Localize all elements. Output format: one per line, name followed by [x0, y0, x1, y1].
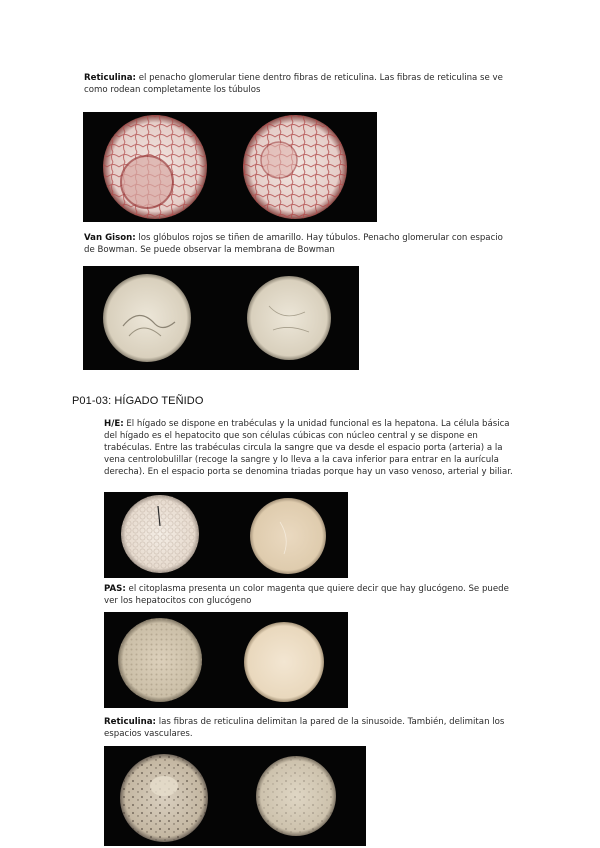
caption-label: H/E: — [104, 419, 124, 429]
caption-label: PAS: — [104, 584, 126, 594]
van-gieson-micrographs — [83, 266, 359, 370]
micrograph-field-2 — [250, 498, 326, 574]
reticulina-liver-caption — [104, 716, 518, 740]
reticulina-kidney-micrographs — [83, 112, 377, 222]
micrograph-field-2 — [247, 276, 331, 360]
pas-caption — [104, 583, 518, 607]
van-gieson-caption — [84, 232, 508, 256]
caption-text: las fibras de reticulina delimitan la pared de la sinusoide. También, delimitan los espacios vasculares. — [104, 717, 505, 739]
he-caption — [104, 418, 518, 478]
caption-text: el penacho glomerular tiene dentro fibras de reticulina. Las fibras de reticulina se ve como rodean completamente los túbulos — [84, 73, 503, 95]
reticulina-kidney-svg — [83, 112, 377, 222]
caption-text: El hígado se dispone en trabéculas y la unidad funcional es la hepatona. La célula básica del hígado es el hepatocito que son células cúbicas con núcleo central y se dispone en trabéculas. Entre las trabéculas circula la sangre que va desde el espacio porta (arteria) a la vena centrolobulillar (recoge la sangre y lo lleva a la cava inferior para entrar en la aurícula derecha). En el espacio porta se denomina triadas porque hay un vaso venoso, arterial y biliar. — [104, 419, 513, 477]
caption-text: los glóbulos rojos se tiñen de amarillo. Hay túbulos. Penacho glomerular con espacio de Bowman. Se puede observar la membrana de Bowman — [84, 233, 503, 255]
reticulina-liver-svg — [104, 746, 366, 846]
micrograph-field-2 — [244, 622, 324, 702]
pas-liver-micrographs — [104, 612, 348, 708]
van-gieson-svg — [83, 266, 359, 370]
caption-text: el citoplasma presenta un color magenta que quiere decir que hay glucógeno. Se puede ver los hepatocitos con glucógeno — [104, 584, 509, 606]
pas-liver-svg — [104, 612, 348, 708]
reticulina-liver-micrographs — [104, 746, 366, 846]
section-heading-higado: P01-03: HÍGADO TEÑIDO — [72, 395, 204, 407]
he-liver-svg — [104, 492, 348, 578]
reticulina-kidney-caption — [84, 72, 504, 96]
he-liver-micrographs — [104, 492, 348, 578]
caption-label: Van Gison: — [84, 233, 136, 243]
caption-label: Reticulina: — [104, 717, 156, 727]
caption-label: Reticulina: — [84, 73, 136, 83]
